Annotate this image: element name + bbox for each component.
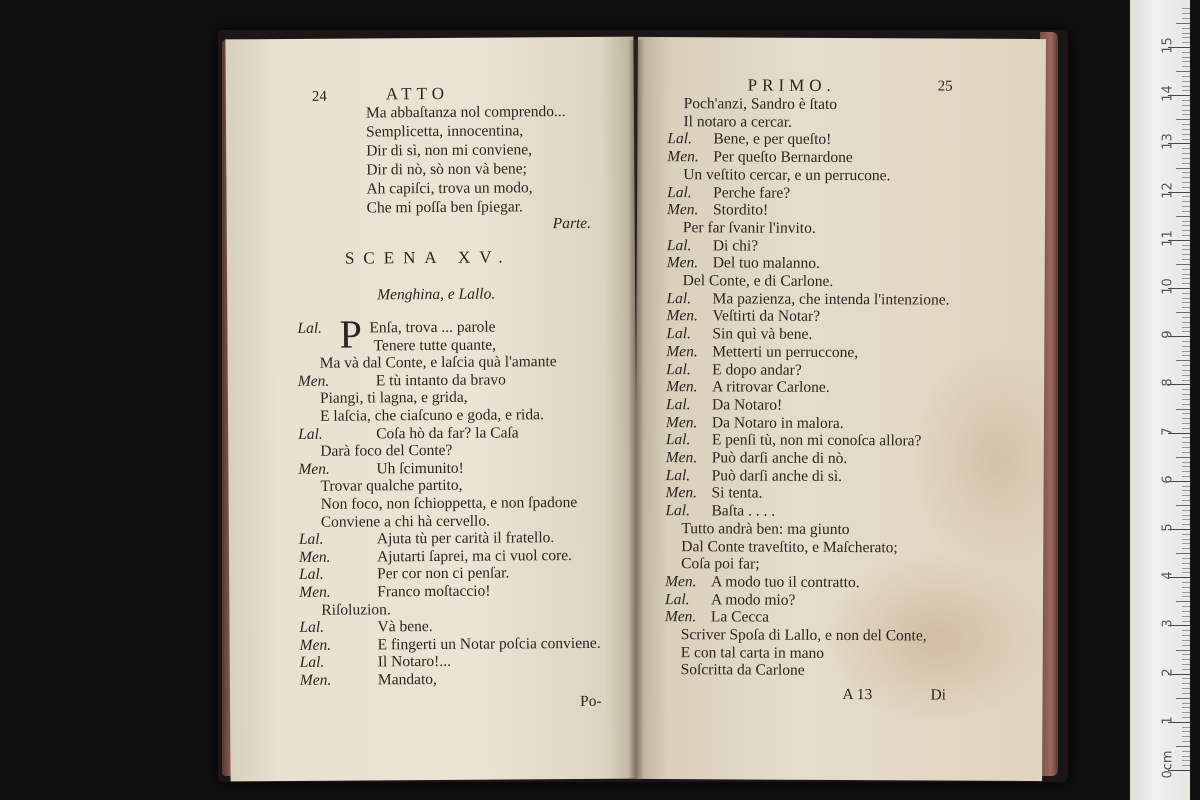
ruler-tick <box>1182 380 1190 381</box>
dialogue-line: Franco moſtaccio! <box>377 582 491 601</box>
ruler-tick <box>1182 274 1190 275</box>
ruler-tick <box>1182 452 1190 453</box>
ruler-tick <box>1182 148 1190 149</box>
dialogue-line: Mandato, <box>377 670 437 689</box>
left-page <box>225 37 638 782</box>
ruler-tick <box>1182 172 1190 173</box>
dialogue-line: Veſtirti da Notar? <box>712 307 821 326</box>
ruler-tick <box>1182 548 1190 549</box>
ruler-tick <box>1182 592 1190 593</box>
ruler-tick <box>1182 683 1190 684</box>
speaker-label: Lal. <box>667 183 692 201</box>
ruler-tick <box>1182 568 1190 569</box>
ruler-tick <box>1182 259 1190 260</box>
ruler-tick <box>1182 307 1190 308</box>
ruler-tick <box>1176 505 1190 506</box>
ruler-tick <box>1182 442 1190 443</box>
ruler-tick <box>1176 601 1190 602</box>
dialogue-line: Poch'anzi, Sandro è ſtato <box>683 95 838 113</box>
ruler-tick <box>1182 543 1190 544</box>
ruler-tick <box>1182 245 1190 246</box>
drop-cap: P <box>339 311 362 357</box>
measuring-ruler <box>1130 0 1190 800</box>
dialogue-line: Per far ſvanir l'invito. <box>682 219 816 237</box>
ruler-tick <box>1182 8 1190 9</box>
dialogue-line: Enſa, trova ... parole <box>369 318 496 337</box>
ruler-tick <box>1182 630 1190 631</box>
ruler-tick <box>1182 712 1190 713</box>
ruler-tick <box>1176 360 1190 361</box>
dialogue-line: Ma và dal Conte, e laſcia quà l'amante <box>319 353 557 372</box>
ruler-tick <box>1182 756 1190 757</box>
ruler-tick <box>1182 736 1190 737</box>
ruler-tick <box>1176 71 1190 72</box>
ruler-tick <box>1182 688 1190 689</box>
dialogue-line: Dal Conte traveſtito, e Maſcherato; <box>681 537 898 556</box>
dialogue-line: Ajuta tù per carità il fratello. <box>376 529 555 548</box>
ruler-tick <box>1176 216 1190 217</box>
dialogue-line: Stordito! <box>712 201 769 219</box>
ruler-tick <box>1182 524 1190 525</box>
ruler-tick <box>1182 158 1190 159</box>
dialogue-line: Và bene. <box>377 618 433 636</box>
ruler-tick <box>1182 298 1190 299</box>
ruler-tick <box>1182 124 1190 125</box>
scene-characters: Menghina, e Lallo. <box>377 285 496 304</box>
ruler-tick <box>1182 534 1190 535</box>
verse-line: Che mi poſſa ben ſpiegar. <box>366 198 523 217</box>
ruler-tick <box>1182 621 1190 622</box>
speaker-label: Men. <box>666 201 699 219</box>
dialogue-line: E penſi tù, non mi conoſca allora? <box>711 431 922 450</box>
speaker-label: Men. <box>297 372 330 390</box>
dialogue-line: Coſa poi far; <box>681 555 760 573</box>
ruler-label: 13 <box>1160 133 1176 151</box>
dialogue-line: E fingerti un Notar poſcia conviene. <box>377 634 601 654</box>
ruler-tick <box>1182 57 1190 58</box>
dialogue-line: A modo tuo il contratto. <box>711 573 860 591</box>
ruler-tick <box>1182 61 1190 62</box>
ruler-tick <box>1182 254 1190 255</box>
speaker-label: Lal. <box>666 289 692 307</box>
speaker-label: Lal. <box>297 319 323 337</box>
ruler-tick <box>1176 168 1190 169</box>
ruler-tick <box>1182 235 1190 236</box>
ruler-tick <box>1182 13 1190 14</box>
ruler-tick <box>1182 293 1190 294</box>
speaker-label: Men. <box>665 572 697 591</box>
dialogue-line: Riſoluzion. <box>321 600 391 619</box>
ruler-label: 2 <box>1160 667 1176 677</box>
ruler-tick <box>1176 409 1190 410</box>
dialogue-line: Metterti un perruccone, <box>712 343 859 361</box>
ruler-tick <box>1182 413 1190 414</box>
speaker-label: Lal. <box>298 425 323 443</box>
left-page-number: 24 <box>311 88 327 105</box>
ruler-tick <box>1176 312 1190 313</box>
ruler-tick <box>1182 86 1190 87</box>
ruler-tick <box>1182 659 1190 660</box>
ruler-tick <box>1182 249 1190 250</box>
ruler-label: 5 <box>1160 523 1176 532</box>
speaker-label: Lal. <box>299 654 325 672</box>
ruler-tick <box>1182 486 1190 487</box>
dialogue-line: Per queſto Bernardone <box>713 148 853 167</box>
dialogue-line: Coſa hò da far? la Caſa <box>376 423 519 442</box>
dialogue-line: Il Notaro!... <box>377 653 451 671</box>
ruler-label: 1 <box>1160 716 1176 725</box>
speaker-label: Men. <box>665 413 698 431</box>
speaker-label: Lal. <box>664 590 690 608</box>
ruler-tick <box>1182 18 1190 19</box>
ruler-label: 14 <box>1160 85 1176 102</box>
dialogue-line: Darà foco del Conte? <box>320 442 453 460</box>
ruler-tick <box>1182 394 1190 395</box>
ruler-tick <box>1182 669 1190 670</box>
ruler-tick <box>1182 225 1190 226</box>
ruler-tick <box>1182 707 1190 708</box>
ruler-tick <box>1182 37 1190 38</box>
dialogue-line: Non foco, non ſchioppetta, e non ſpadone <box>320 493 578 513</box>
ruler-tick <box>1182 760 1190 761</box>
ruler-tick <box>1182 375 1190 376</box>
catchword: Di <box>930 686 947 704</box>
ruler-tick <box>1176 746 1190 747</box>
ruler-tick <box>1182 606 1190 607</box>
ruler-tick <box>1182 428 1190 429</box>
ruler-tick <box>1182 269 1190 270</box>
ruler-tick <box>1182 163 1190 164</box>
dialogue-line: Si tenta. <box>711 484 763 502</box>
ruler-tick <box>1182 447 1190 448</box>
ruler-tick <box>1182 90 1190 91</box>
ruler-tick <box>1182 640 1190 641</box>
ruler-tick <box>1182 500 1190 501</box>
ruler-tick <box>1182 418 1190 419</box>
ruler-tick <box>1182 317 1190 318</box>
ruler-tick <box>1182 81 1190 82</box>
speaker-label: Men. <box>666 307 698 325</box>
ruler-tick <box>1182 201 1190 202</box>
ruler-tick <box>1182 365 1190 366</box>
ruler-tick <box>1182 495 1190 496</box>
ruler-tick <box>1182 558 1190 559</box>
ruler-tick <box>1182 654 1190 655</box>
ruler-tick <box>1182 327 1190 328</box>
ruler-tick <box>1182 437 1190 438</box>
ruler-tick <box>1182 678 1190 679</box>
dialogue-line: Scriver Spoſa di Lallo, e non del Conte, <box>680 626 927 645</box>
ruler-tick <box>1182 399 1190 400</box>
ruler-tick <box>1182 582 1190 583</box>
ruler-tick <box>1182 751 1190 752</box>
book-gutter <box>628 40 644 780</box>
dialogue-line: Baſta . . . . <box>711 502 776 520</box>
dialogue-line: A modo mio? <box>710 590 796 609</box>
ruler-tick <box>1182 230 1190 231</box>
ruler-tick <box>1182 52 1190 53</box>
dialogue-line: Ajutarti ſaprei, ma ci vuol core. <box>376 546 573 566</box>
ruler-tick <box>1182 139 1190 140</box>
dialogue-line: E laſcia, che ciaſcuno e goda, e rida. <box>319 406 544 425</box>
speaker-label: Lal. <box>299 566 324 584</box>
right-running-head: PRIMO. <box>747 75 836 95</box>
dialogue-line: A ritrovar Carlone. <box>712 378 830 397</box>
verse-line: Dir di sì, non mi conviene, <box>366 141 533 160</box>
ruler-tick <box>1182 211 1190 212</box>
ruler-tick <box>1182 587 1190 588</box>
dialogue-line: Un veſtito cercar, e un perrucone. <box>683 165 891 185</box>
ruler-tick <box>1182 153 1190 154</box>
speaker-label: Lal. <box>299 618 325 637</box>
ruler-tick <box>1182 717 1190 718</box>
ruler-tick <box>1182 616 1190 617</box>
ruler-tick <box>1182 33 1190 34</box>
ruler-tick <box>1182 462 1190 463</box>
speaker-label: Men. <box>299 636 332 654</box>
ruler-label: 3 <box>1160 619 1176 629</box>
dialogue-line: Può darſi anche di sì. <box>711 467 843 485</box>
speaker-label: Men. <box>298 548 331 566</box>
right-page <box>634 37 1046 781</box>
ruler-tick <box>1182 539 1190 540</box>
speaker-label: Lal. <box>666 236 692 254</box>
ruler-tick <box>1182 341 1190 342</box>
dialogue-line: Sin quì và bene. <box>712 325 813 343</box>
ruler-label: 4 <box>1160 571 1176 580</box>
ruler-tick <box>1182 105 1190 106</box>
ruler-tick <box>1182 134 1190 135</box>
right-page-number: 25 <box>937 78 953 95</box>
ruler-tick <box>1182 283 1190 284</box>
speaker-label: Men. <box>665 449 698 467</box>
ruler-tick <box>1182 370 1190 371</box>
ruler-tick <box>1182 765 1190 766</box>
speaker-label: Lal. <box>665 431 691 449</box>
ruler-label: 6 <box>1160 475 1176 484</box>
ruler-tick <box>1182 278 1190 279</box>
catchword: Po- <box>579 692 602 710</box>
verse-line: Semplicetta, innocentina, <box>366 122 524 141</box>
ruler-tick <box>1176 650 1190 651</box>
dialogue-line: Soſcritta da Carlone <box>680 661 805 680</box>
speaker-label: Men. <box>666 378 698 396</box>
ruler-tick <box>1182 490 1190 491</box>
ruler-tick <box>1182 206 1190 207</box>
ruler-tick <box>1182 355 1190 356</box>
ruler-label: 7 <box>1160 426 1176 436</box>
ruler-tick <box>1182 510 1190 511</box>
ruler-tick <box>1182 351 1190 352</box>
verse-line: Dir di nò, sò non và bene; <box>366 160 527 179</box>
dialogue-line: Il notaro a cercar. <box>683 112 792 131</box>
ruler-tick <box>1182 182 1190 183</box>
dialogue-line: La Cecca <box>710 608 770 626</box>
ruler-tick <box>1182 302 1190 303</box>
verse-line: Ah capiſci, trova un modo, <box>366 179 533 198</box>
dialogue-line: Tutto andrà ben: ma giunto <box>681 519 850 538</box>
dialogue-line: Bene, e per queſto! <box>713 130 832 149</box>
ruler-tick <box>1182 346 1190 347</box>
speaker-label: Lal. <box>665 502 691 520</box>
speaker-label: Men. <box>665 484 698 502</box>
ruler-tick <box>1182 703 1190 704</box>
ruler-label: 10 <box>1160 278 1176 295</box>
ruler-tick <box>1182 221 1190 222</box>
ruler-tick <box>1182 519 1190 520</box>
ruler-tick <box>1182 466 1190 467</box>
ruler-label: 9 <box>1160 330 1176 339</box>
ruler-tick <box>1182 110 1190 111</box>
speaker-label: Men. <box>666 342 698 361</box>
ruler-label: 8 <box>1160 378 1176 388</box>
ruler-tick <box>1182 664 1190 665</box>
ruler-tick <box>1182 129 1190 130</box>
ruler-tick <box>1182 693 1190 694</box>
dialogue-line: E con tal carta in mano <box>680 643 825 662</box>
ruler-tick <box>1182 471 1190 472</box>
dialogue-line: Da Notaro in malora. <box>711 413 844 432</box>
ruler-tick <box>1182 563 1190 564</box>
ruler-tick <box>1182 741 1190 742</box>
dialogue-line: E dopo andar? <box>712 360 802 379</box>
speaker-label: Lal. <box>298 530 324 549</box>
signature-mark: A 13 <box>842 686 873 704</box>
dialogue-line: Conviene a chi hà cervello. <box>320 512 490 531</box>
ruler-tick <box>1182 731 1190 732</box>
ruler-label: 0cm <box>1160 750 1176 779</box>
ruler-tick <box>1176 698 1190 699</box>
speaker-label: Men. <box>299 671 332 689</box>
ruler-tick <box>1182 114 1190 115</box>
speaker-label: Men. <box>298 460 330 478</box>
left-running-head: ATTO <box>385 83 450 104</box>
speaker-label: Lal. <box>665 466 691 484</box>
speaker-label: Men. <box>666 254 699 272</box>
dialogue-line: Del Conte, e di Carlone. <box>682 272 834 290</box>
dialogue-line: Perche fare? <box>713 183 791 202</box>
ruler-tick <box>1182 331 1190 332</box>
ruler-tick <box>1176 457 1190 458</box>
speaker-label: Men. <box>664 608 697 626</box>
ruler-tick <box>1182 100 1190 101</box>
scene-title: SCENA XV. <box>344 247 512 268</box>
stage-direction: Parte. <box>552 214 592 233</box>
dialogue-line: Trovar qualche partito, <box>320 477 463 496</box>
ruler-tick <box>1182 635 1190 636</box>
speaker-label: Lal. <box>666 360 691 378</box>
ruler-label: 12 <box>1160 181 1176 199</box>
ruler-tick <box>1182 404 1190 405</box>
ruler-label: 11 <box>1160 230 1176 247</box>
ruler-tick <box>1182 423 1190 424</box>
ruler-label: 15 <box>1160 37 1176 54</box>
dialogue-line: Può darſi anche di nò. <box>711 449 848 468</box>
ruler-tick <box>1182 66 1190 67</box>
ruler-tick <box>1176 119 1190 120</box>
ruler-tick <box>1182 727 1190 728</box>
dialogue-line: Di chi? <box>712 236 759 255</box>
ruler-tick <box>1182 611 1190 612</box>
speaker-label: Men. <box>299 583 331 601</box>
speaker-label: Lal. <box>666 325 691 343</box>
ruler-tick <box>1182 389 1190 390</box>
dialogue-line: Piangi, ti lagna, e grida, <box>319 389 468 408</box>
speaker-label: Men. <box>667 148 699 166</box>
ruler-tick <box>1182 28 1190 29</box>
ruler-tick <box>1182 645 1190 646</box>
dialogue-line: Per cor non ci penſar. <box>377 564 510 583</box>
dialogue-line: Tenere tutte quante, <box>373 336 497 354</box>
ruler-tick <box>1182 187 1190 188</box>
ruler-tick <box>1182 76 1190 77</box>
ruler-tick <box>1176 23 1190 24</box>
ruler-tick <box>1176 264 1190 265</box>
ruler-tick <box>1176 553 1190 554</box>
ruler-tick <box>1182 177 1190 178</box>
verse-line: Ma abbaſtanza nol comprendo... <box>365 103 566 122</box>
dialogue-line: Del tuo malanno. <box>712 254 820 273</box>
ruler-tick <box>1182 515 1190 516</box>
dialogue-line: Ma pazienza, che intenda l'intenzione. <box>712 290 950 309</box>
dialogue-line: E tù intanto da bravo <box>375 371 506 390</box>
ruler-tick <box>1182 196 1190 197</box>
speaker-label: Lal. <box>665 395 691 414</box>
ruler-tick <box>1182 596 1190 597</box>
dialogue-line: Da Notaro! <box>711 396 783 414</box>
dialogue-line: Uh ſcimunito! <box>376 459 464 478</box>
speaker-label: Lal. <box>667 130 693 148</box>
ruler-tick <box>1182 572 1190 573</box>
ruler-tick <box>1182 476 1190 477</box>
ruler-tick <box>1182 322 1190 323</box>
ruler-tick <box>1182 42 1190 43</box>
